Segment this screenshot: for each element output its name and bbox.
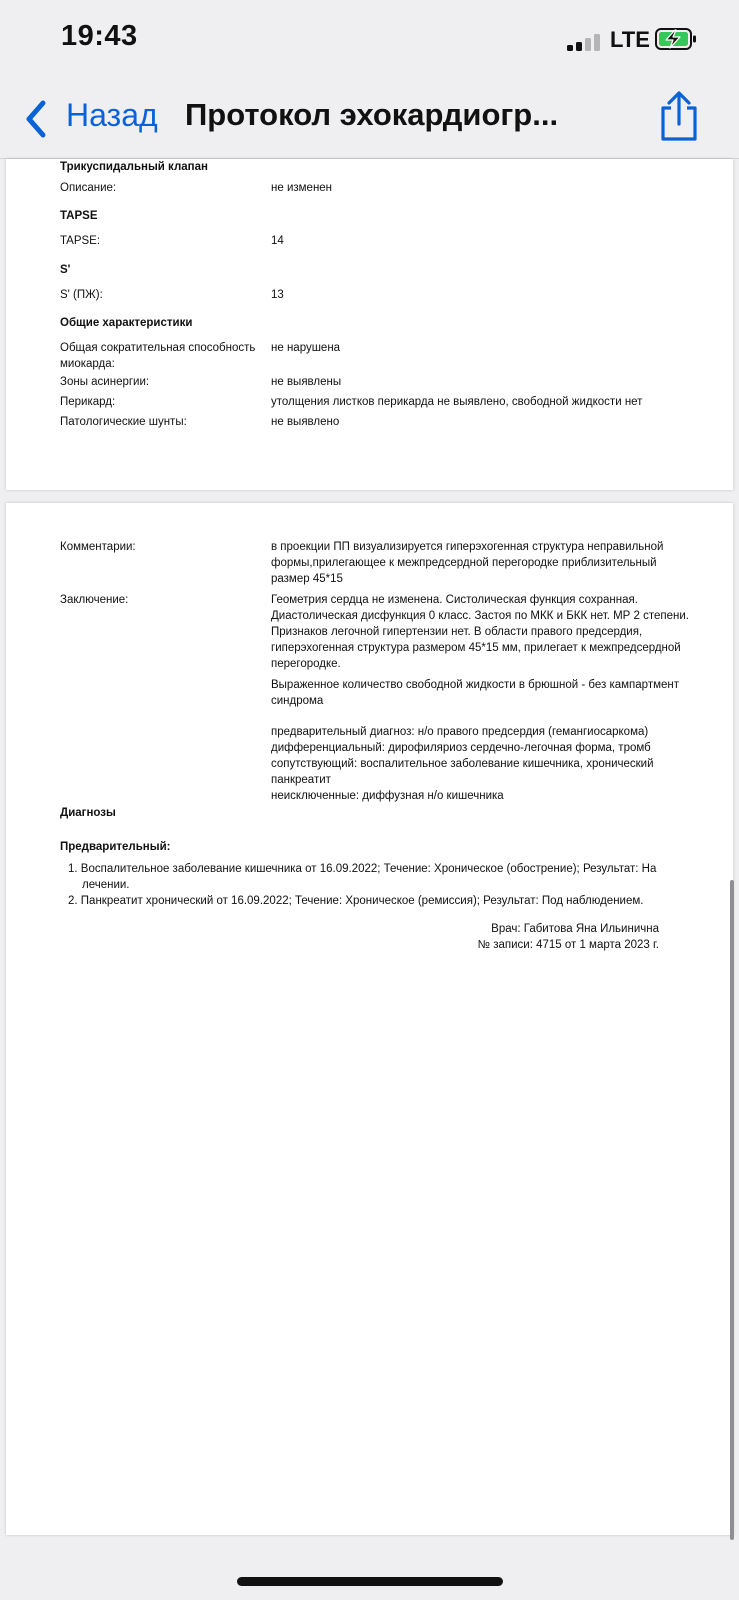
conclusion-line: Диастолическая дисфункция 0 класс. Застоя по МКК и БКК нет. МР 2 степени. (271, 610, 689, 622)
asynergy-label: Зоны асинергии: (60, 376, 150, 388)
conclusion-line: перегородке. (271, 658, 341, 670)
contractility-value: не нарушена (271, 342, 341, 354)
status-time: 19:43 (61, 20, 138, 52)
general-heading: Общие характеристики (60, 317, 193, 329)
diagnosis-item-cont: лечении. (82, 879, 130, 891)
shunts-label: Патологические шунты: (60, 416, 187, 428)
fluid-line: синдрома (271, 695, 324, 707)
home-indicator[interactable] (237, 1577, 503, 1586)
shunts-value: не выявлено (271, 416, 340, 428)
back-button[interactable]: Назад (66, 97, 158, 133)
tricuspid-desc-label: Описание: (60, 182, 117, 194)
tapse-label: TAPSE: (60, 235, 101, 247)
back-chevron-icon[interactable] (22, 98, 50, 140)
comments-line: формы,прилегающее к межпредсердной перегородке приблизительный (271, 557, 657, 569)
conclusion-line: Геометрия сердца не изменена. Систолическая функция сохранная. (271, 594, 638, 606)
diagnosis-line: панкреатит (271, 774, 331, 786)
scrollbar[interactable] (730, 880, 734, 1540)
page-title: Протокол эхокардиогр... (185, 97, 559, 132)
diagnosis-line: предварительный диагноз: н/о правого предсердия (гемангиосаркома) (271, 726, 649, 738)
contractility-label-cont: миокарда: (60, 358, 115, 370)
s-heading: S' (60, 264, 71, 276)
conclusion-label: Заключение: (60, 594, 129, 606)
battery-charging-icon (655, 28, 697, 50)
pericardium-label: Перикард: (60, 396, 116, 408)
asynergy-value: не выявлены (271, 376, 342, 388)
s-label: S' (ПЖ): (60, 289, 103, 301)
conclusion-line: гиперэхогенная структура размером 45*15 мм, прилегает к межпредсердной (271, 642, 681, 654)
record-number: № записи: 4715 от 1 марта 2023 г. (477, 939, 659, 951)
comments-line: в проекции ПП визуализируется гиперэхогенная структура неправильной (271, 541, 664, 553)
fluid-line: Выраженное количество свободной жидкости в брюшной - без кампартмент (271, 679, 680, 691)
pericardium-value: утолщения листков перикарда не выявлено, свободной жидкости нет (271, 396, 643, 408)
s-value: 13 (271, 289, 284, 301)
comments-label: Комментарии: (60, 541, 136, 553)
diagnoses-heading: Диагнозы (60, 807, 116, 819)
doctor-name: Врач: Габитова Яна Ильинична (491, 923, 659, 935)
status-bar (0, 0, 739, 80)
preliminary-heading: Предварительный: (60, 841, 171, 853)
diagnosis-line: сопутствующий: воспалительное заболевание кишечника, хронический (271, 758, 654, 770)
share-icon[interactable] (656, 88, 702, 144)
comments-line: размер 45*15 (271, 573, 343, 585)
tapse-heading: TAPSE (60, 210, 98, 222)
diagnosis-line: неисключенные: диффузная н/о кишечника (271, 790, 504, 802)
contractility-label: Общая сократительная способность (60, 342, 256, 354)
navigation-bar (0, 80, 739, 159)
document-page-1 (6, 159, 733, 490)
diagnosis-line: дифференциальный: дирофиляриоз сердечно-легочная форма, тромб (271, 742, 651, 754)
tricuspid-heading: Трикуспидальный клапан (60, 161, 208, 173)
tricuspid-desc-value: не изменен (271, 182, 333, 194)
cellular-signal-icon (567, 33, 607, 51)
diagnosis-item: 2. Панкреатит хронический от 16.09.2022; Течение: Хроническое (ремиссия); Результат: Под наблюдением. (68, 895, 644, 907)
conclusion-line: Признаков легочной гипертензии нет. В области правого предсердия, (271, 626, 643, 638)
diagnosis-item: 1. Воспалительное заболевание кишечника от 16.09.2022; Течение: Хроническое (обострение); Результат: На (68, 863, 657, 875)
tapse-value: 14 (271, 235, 284, 247)
document-page-2 (6, 503, 733, 1535)
network-type: LTE (610, 27, 650, 52)
